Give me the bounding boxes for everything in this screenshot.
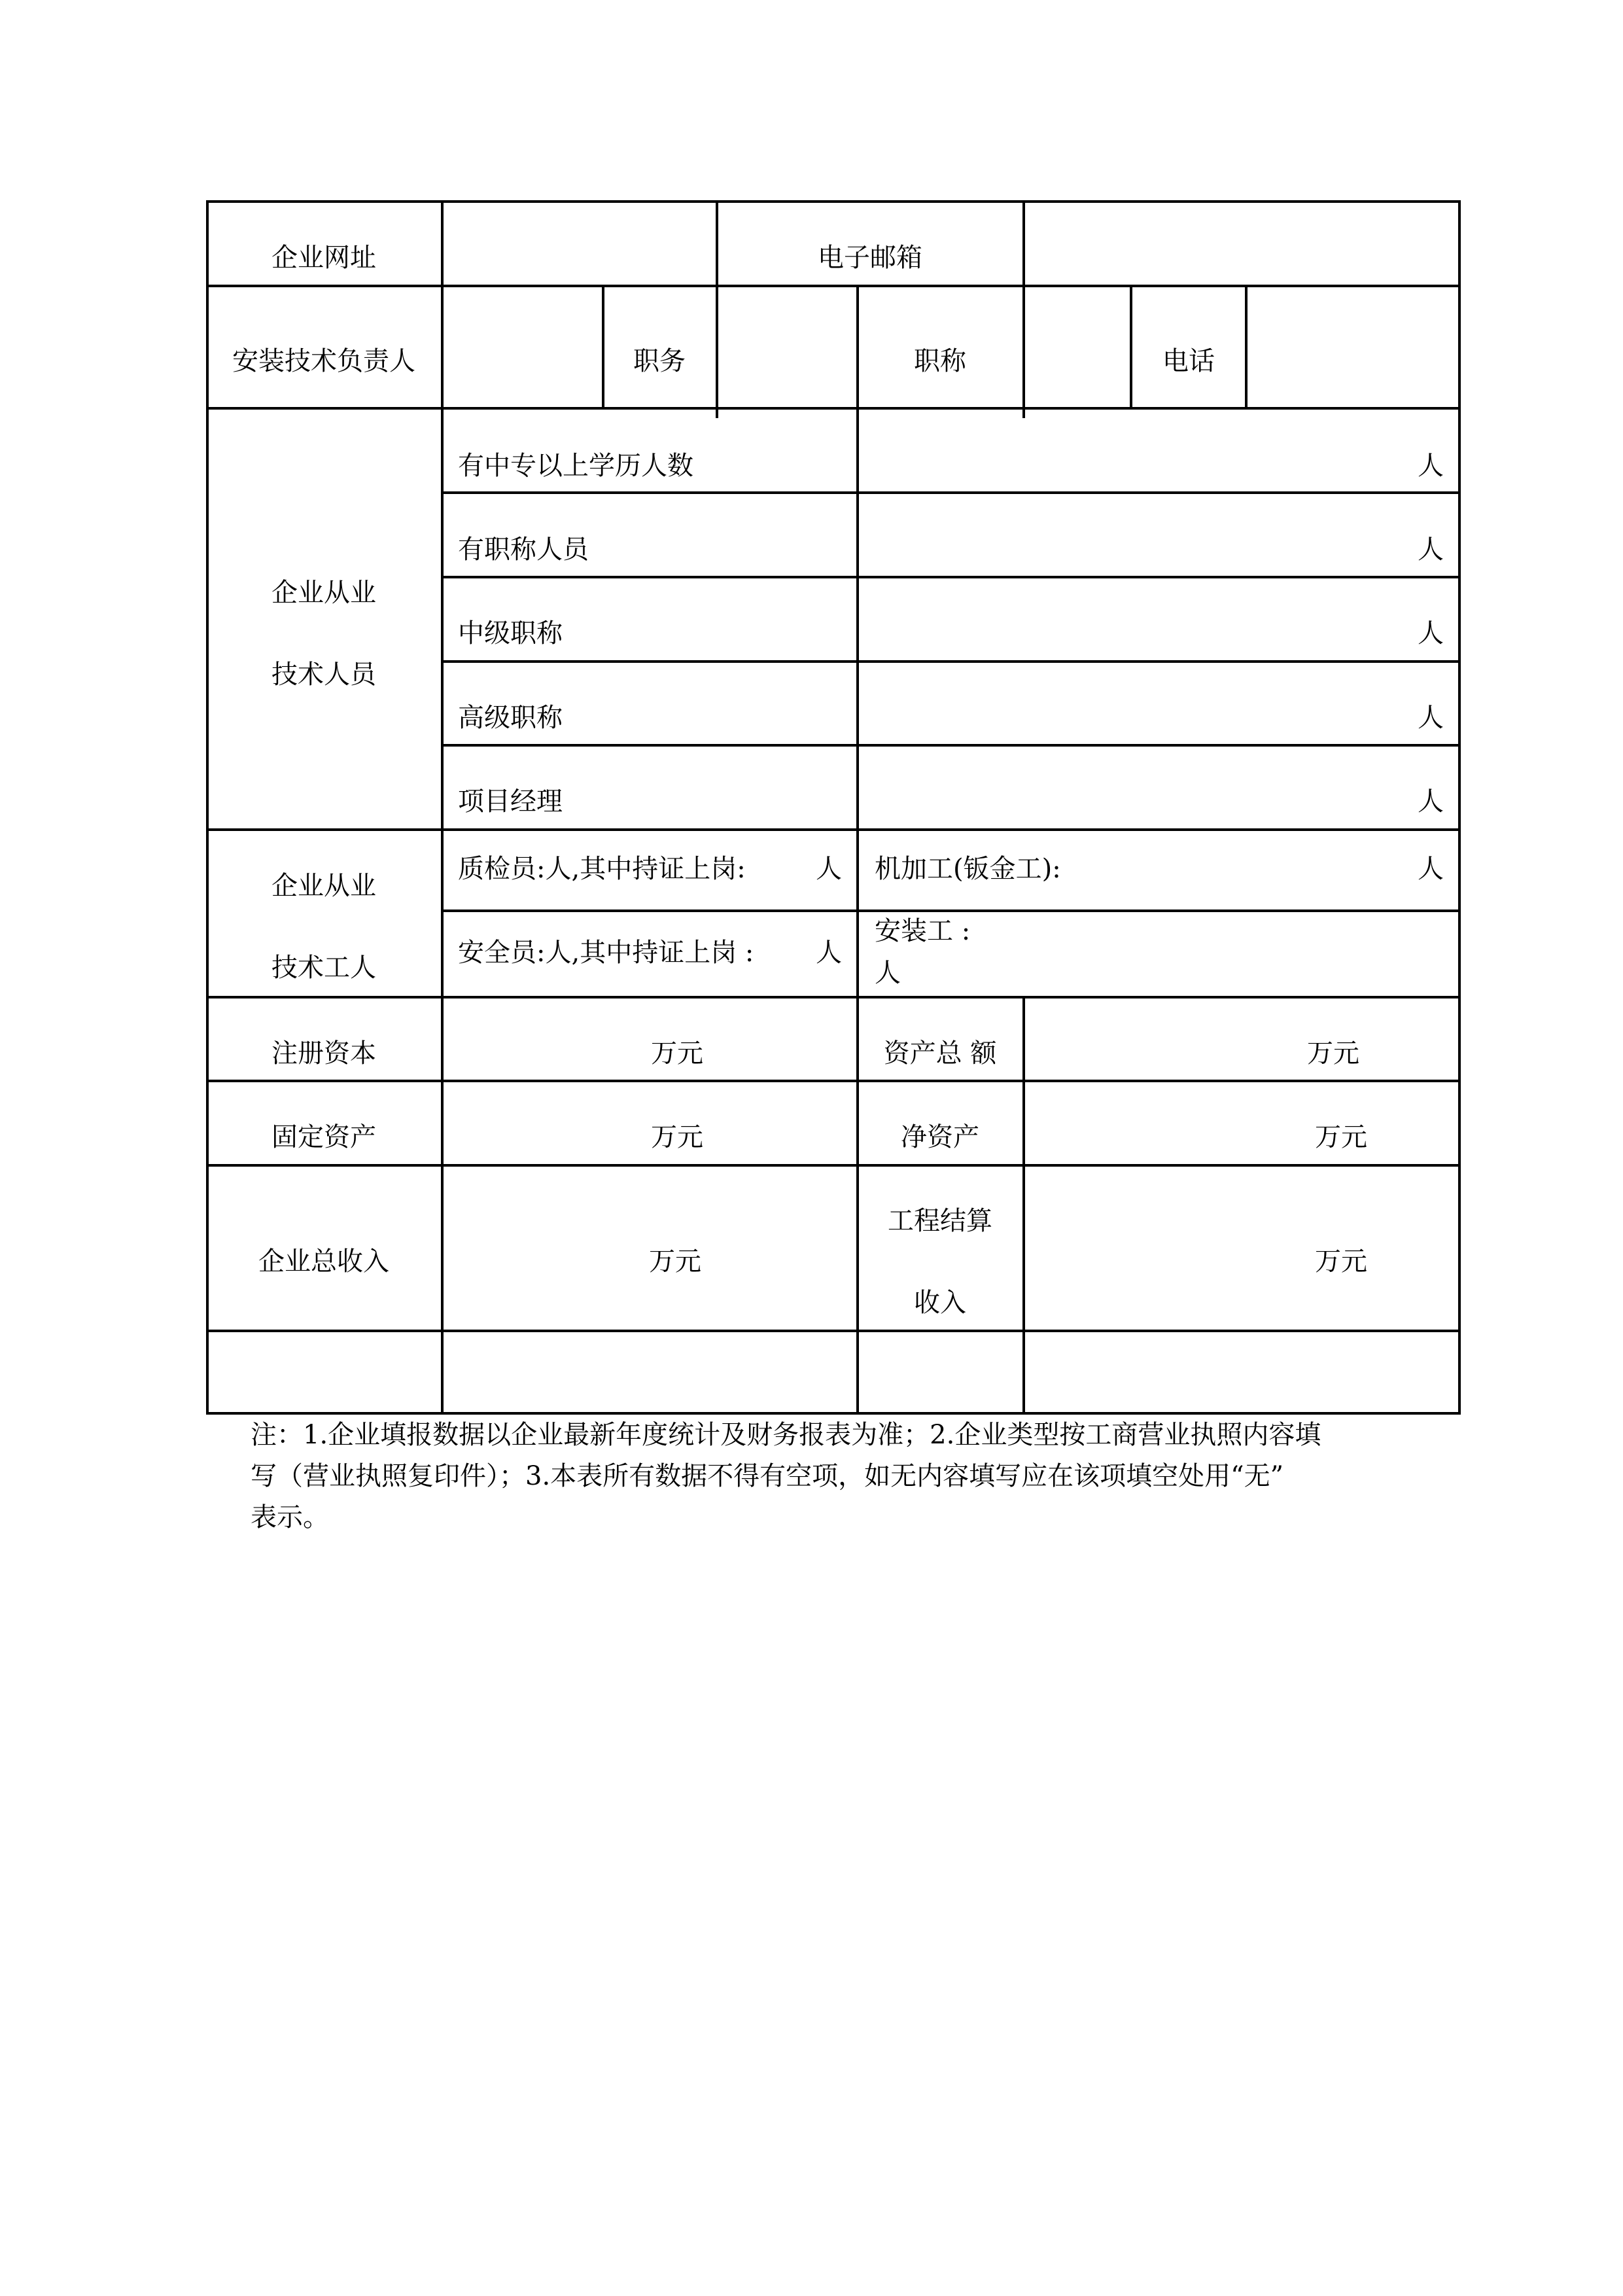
phone-label: 电话 [1162,346,1215,376]
staff-item-label: 有中专以上学历人数 [458,451,693,481]
email-label: 电子邮箱 [818,243,922,273]
tech-workers-group-label-2: 技术工人 [271,953,376,983]
grid-line [206,828,1461,831]
grid-line [206,200,209,1415]
staff-item-unit: 人 [1418,535,1444,565]
total-income-unit[interactable]: 万元 [649,1246,701,1277]
settlement-income-label-2: 收入 [914,1288,966,1318]
title-field[interactable] [1025,287,1130,407]
net-assets-label: 净资产 [901,1122,979,1152]
staff-item-unit: 人 [1418,703,1444,733]
empty-cell[interactable] [859,1332,1022,1412]
phone-field[interactable] [1248,287,1458,407]
staff-item-label: 有职称人员 [458,535,589,565]
staff-item-unit: 人 [1418,451,1444,481]
title-label: 职称 [914,346,966,376]
registered-capital-label: 注册资本 [271,1038,376,1069]
total-assets-unit[interactable]: 万元 [1307,1038,1359,1069]
total-assets-label: 资产总 额 [883,1038,997,1069]
tech-workers-group-label-1: 企业从业 [271,871,376,901]
staff-item-field[interactable] [859,494,1458,576]
grid-line [1458,200,1461,1415]
grid-line [602,285,604,407]
staff-item-field[interactable] [859,747,1458,828]
registered-capital-unit[interactable]: 万元 [651,1038,703,1069]
total-income-label: 企业总收入 [258,1246,389,1277]
staff-item-field[interactable] [859,578,1458,660]
settlement-income-label-1: 工程结算 [888,1206,992,1236]
fixed-assets-label: 固定资产 [271,1122,376,1152]
grid-line [206,996,1461,998]
empty-cell[interactable] [444,1332,856,1412]
staff-item-label: 项目经理 [458,786,563,817]
qc-staff-unit: 人 [816,854,842,884]
safety-staff-label: 安全员:人,其中持证上岗 : [458,938,754,968]
machining-label: 机加工(钣金工): [875,854,1061,884]
staff-item-field[interactable] [859,410,1458,491]
safety-staff-unit: 人 [816,938,842,968]
grid-line [441,910,1461,912]
grid-line [1130,285,1132,407]
fixed-assets-unit[interactable]: 万元 [651,1122,703,1152]
footnote-line: 注：1.企业填报数据以企业最新年度统计及财务报表为准；2.企业类型按工商营业执照内容填 [251,1420,1321,1450]
staff-item-unit: 人 [1418,786,1444,817]
footnote [251,1415,1428,1538]
net-assets-unit[interactable]: 万元 [1315,1122,1367,1152]
staff-item-label: 高级职称 [458,703,563,733]
email-field[interactable] [1025,203,1458,285]
footnote-line: 表示。 [251,1502,329,1532]
tech-lead-field[interactable] [444,287,602,407]
tech-staff-group-label-1: 企业从业 [271,578,376,608]
website-label: 企业网址 [271,243,376,273]
qc-staff-label: 质检员:人,其中持证上岗: [458,854,746,884]
machining-unit: 人 [1418,854,1444,884]
tech-lead-label: 安装技术负责人 [232,346,415,376]
staff-item-unit: 人 [1418,618,1444,648]
staff-item-field[interactable] [859,663,1458,744]
footnote-line: 写（营业执照复印件）；3.本表所有数据不得有空项，如无内容填写应在该项填空处用“无” [251,1461,1284,1491]
position-label: 职务 [633,346,686,376]
settlement-income-unit[interactable]: 万元 [1315,1246,1367,1277]
website-field[interactable] [444,203,716,285]
position-field[interactable] [718,287,856,407]
grid-line [206,1164,1461,1167]
grid-line [206,1080,1461,1082]
empty-cell[interactable] [209,1332,441,1412]
tech-staff-group-label-2: 技术人员 [271,660,376,690]
installer-unit: 人 [875,958,901,988]
installer-label: 安装工 : [875,916,971,946]
staff-item-label: 中级职称 [458,618,563,648]
empty-cell[interactable] [1025,1332,1458,1412]
